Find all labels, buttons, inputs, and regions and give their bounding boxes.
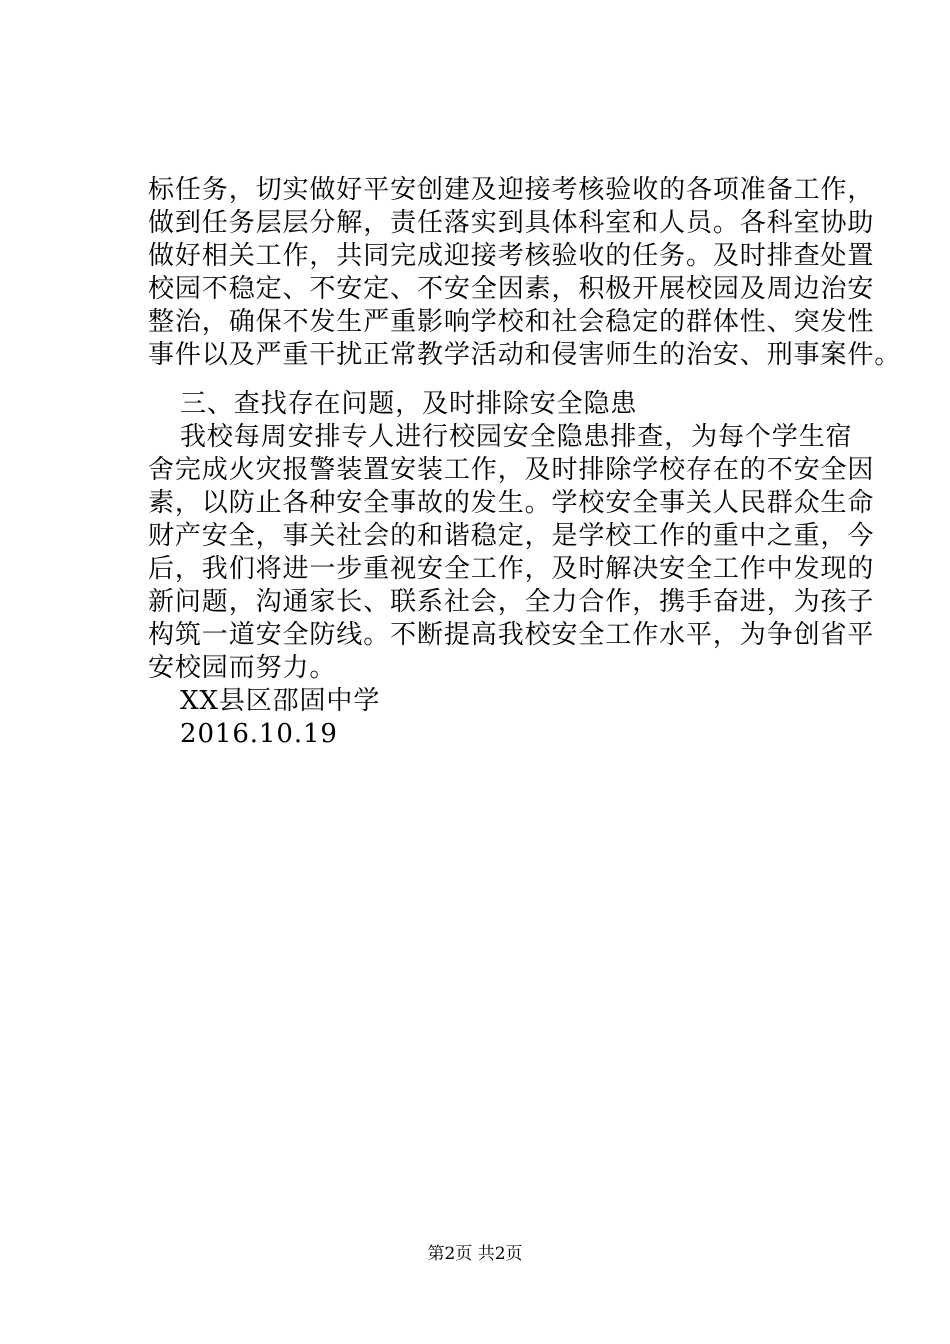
text-line: 构筑一道安全防线。不断提高我校安全工作水平，为争创省平 bbox=[148, 620, 875, 650]
page-footer bbox=[0, 1243, 950, 1265]
text-line: 素，以防止各种安全事故的发生。学校安全事关人民群众生命 bbox=[148, 488, 875, 518]
text-line: 做好相关工作，共同完成迎接考核验收的任务。及时排查处置 bbox=[148, 241, 875, 271]
text-line: 事件以及严重干扰正常教学活动和侵害师生的治安、刑事案件。 bbox=[148, 340, 902, 370]
text-line: 新问题，沟通家长、联系社会，全力合作，携手奋进，为孩子 bbox=[148, 587, 875, 617]
text-line: 校园不稳定、不安定、不安全因素，积极开展校园及周边治安 bbox=[148, 274, 875, 304]
text-line: 整治，确保不发生严重影响学校和社会稳定的群体性、突发性 bbox=[148, 307, 875, 337]
text-line: 安校园而努力。 bbox=[148, 653, 337, 683]
text-line: 后，我们将进一步重视安全工作，及时解决安全工作中发现的 bbox=[148, 554, 875, 584]
section-3 bbox=[148, 388, 875, 751]
paragraph-continued bbox=[148, 174, 902, 372]
text-line: 财产安全，事关社会的和谐稳定，是学校工作的重中之重，今 bbox=[148, 521, 875, 551]
signature-date: 2016.10.19 bbox=[180, 719, 338, 749]
text-line: 标任务，切实做好平安创建及迎接考核验收的各项准备工作， bbox=[148, 175, 875, 205]
signature-organization: XX县区邵固中学 bbox=[180, 686, 381, 716]
page-number: 第2页 共2页 bbox=[427, 1244, 523, 1264]
section-heading: 三、查找存在问题，及时排除安全隐患 bbox=[180, 389, 638, 419]
text-line: 我校每周安排专人进行校园安全隐患排查，为每个学生宿 bbox=[180, 422, 853, 452]
text-line: 做到任务层层分解，责任落实到具体科室和人员。各科室协助 bbox=[148, 208, 875, 238]
text-line: 舍完成火灾报警装置安装工作，及时排除学校存在的不安全因 bbox=[148, 455, 875, 485]
